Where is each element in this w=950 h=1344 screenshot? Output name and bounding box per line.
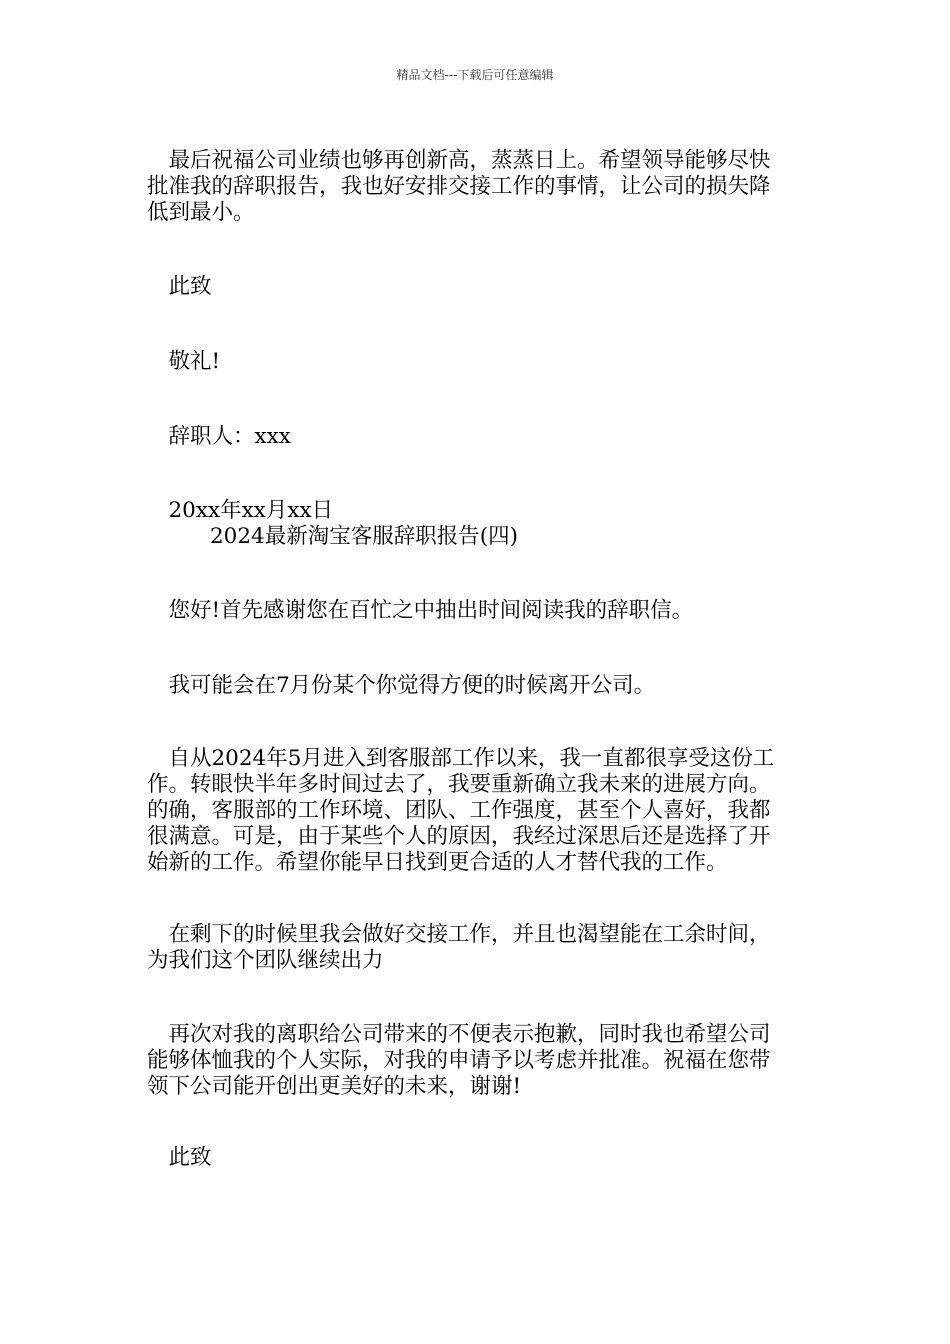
paragraph-line: 能够体恤我的个人实际，对我的申请予以考虑并批准。祝福在您带 bbox=[147, 1048, 771, 1073]
paragraph-line: 自从2024年5月进入到客服部工作以来，我一直都很享受这份工 bbox=[147, 746, 775, 771]
page-header: 精品文档---下载后可任意编辑 bbox=[396, 68, 554, 82]
greeting-line: 您好!首先感谢您在百忙之中抽出时间阅读我的辞职信。 bbox=[147, 598, 694, 623]
paragraph-line: 再次对我的离职给公司带来的不便表示抱歉，同时我也希望公司 bbox=[147, 1022, 771, 1047]
paragraph-line: 最后祝福公司业绩也够再创新高，蒸蒸日上。希望领导能够尽快 bbox=[147, 148, 771, 173]
paragraph-line: 始新的工作。希望你能早日找到更合适的人才替代我的工作。 bbox=[147, 850, 728, 875]
salutation-jingli: 敬礼! bbox=[147, 349, 221, 374]
paragraph-line: 低到最小。 bbox=[147, 200, 255, 225]
paragraph-line: 批准我的辞职报告，我也好安排交接工作的事情，让公司的损失降 bbox=[147, 174, 771, 199]
date-line: 20xx年xx月xx日 bbox=[147, 498, 334, 523]
signer-line: 辞职人：xxx bbox=[147, 424, 291, 449]
letter-title: 2024最新淘宝客服辞职报告(四) bbox=[210, 524, 518, 549]
paragraph-line: 领下公司能开创出更美好的未来，谢谢! bbox=[147, 1074, 522, 1099]
paragraph-handover bbox=[147, 922, 807, 974]
paragraph-background bbox=[147, 746, 807, 876]
paragraph-line: 作。转眼快半年多时间过去了，我要重新确立我未来的进展方向。 bbox=[147, 772, 771, 797]
salutation-cizhi: 此致 bbox=[147, 274, 212, 299]
salutation-cizhi-2: 此致 bbox=[147, 1145, 212, 1170]
closing-paragraph bbox=[147, 148, 807, 226]
paragraph-apology bbox=[147, 1022, 807, 1100]
paragraph-line: 为我们这个团队继续出力 bbox=[147, 948, 384, 973]
paragraph-line: 的确，客服部的工作环境、团队、工作强度，甚至个人喜好，我都 bbox=[147, 798, 771, 823]
paragraph-leave-date: 我可能会在7月份某个你觉得方便的时候离开公司。 bbox=[147, 673, 656, 698]
paragraph-line: 很满意。可是，由于某些个人的原因，我经过深思后还是选择了开 bbox=[147, 824, 771, 849]
paragraph-line: 在剩下的时候里我会做好交接工作，并且也渴望能在工余时间， bbox=[147, 922, 771, 947]
